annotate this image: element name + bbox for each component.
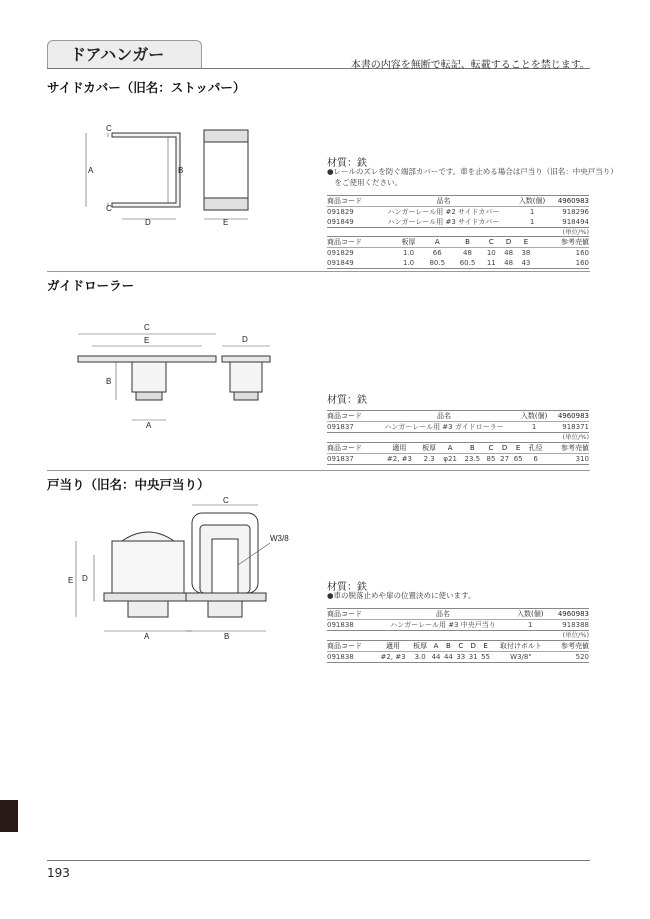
unit-label: (単位/%) bbox=[562, 433, 589, 441]
table-cell: 33 bbox=[456, 653, 466, 661]
chapter-tab bbox=[0, 800, 18, 832]
guide-roller-diagram bbox=[70, 318, 280, 433]
table-cell: 091849 bbox=[327, 218, 354, 226]
table-cell: 1.0 bbox=[402, 249, 415, 257]
table-cell: 918371 bbox=[562, 423, 589, 431]
col-header: 4960983 bbox=[557, 197, 589, 205]
dim-label-a: A bbox=[88, 166, 94, 175]
page-title: ドアハンガー bbox=[47, 40, 202, 68]
dim-label-c-top: C bbox=[106, 124, 112, 133]
dimension-table bbox=[327, 640, 589, 663]
table-cell: 44 bbox=[443, 653, 453, 661]
table-cell: 48 bbox=[504, 249, 514, 257]
col-header: 参考売値 bbox=[561, 238, 589, 246]
product-table bbox=[327, 410, 589, 433]
section-heading-side-cover: サイドカバー（旧名：ストッパー） bbox=[47, 80, 246, 95]
table-cell: 6 bbox=[533, 455, 538, 463]
table-cell: 31 bbox=[468, 653, 478, 661]
table-cell: ハンガーレール用 #3 ガイドローラー bbox=[384, 423, 504, 431]
dimension-table bbox=[327, 442, 589, 465]
col-header: 商品コード bbox=[327, 238, 362, 246]
col-header: A bbox=[434, 238, 440, 246]
table-cell: 091838 bbox=[327, 621, 354, 629]
col-header: 入数(個) bbox=[517, 610, 544, 618]
col-header: 商品コード bbox=[327, 444, 362, 452]
table-cell: 65 bbox=[513, 455, 523, 463]
table-cell: #2, #3 bbox=[380, 653, 406, 661]
table-cell: 1 bbox=[529, 208, 535, 216]
col-header: 板厚 bbox=[422, 444, 437, 452]
dim-label-d: D bbox=[242, 335, 248, 344]
unit-label: (単位/%) bbox=[562, 228, 589, 236]
section-divider bbox=[47, 271, 590, 272]
copyright-notice: 本書の内容を無断で転記、転載することを禁じます。 bbox=[350, 60, 590, 71]
dim-label-e: E bbox=[68, 576, 74, 585]
col-header: 入数(個) bbox=[520, 412, 548, 420]
product-table bbox=[327, 195, 589, 228]
col-header: D bbox=[505, 238, 512, 246]
col-header: A bbox=[447, 444, 453, 452]
dim-label-b: B bbox=[106, 377, 112, 386]
col-header: 商品コード bbox=[327, 642, 362, 650]
section-divider bbox=[47, 470, 590, 471]
dim-label-bolt: W3/8 bbox=[270, 534, 289, 543]
product-note bbox=[327, 590, 475, 601]
table-cell: 48 bbox=[463, 249, 472, 257]
material-label: 材質：鉄 bbox=[327, 395, 367, 406]
col-header: C bbox=[488, 238, 494, 246]
table-cell: 918296 bbox=[562, 208, 589, 216]
col-header: 参考売値 bbox=[561, 642, 589, 650]
table-cell: φ21 bbox=[443, 455, 457, 463]
side-cover-diagram bbox=[70, 115, 270, 235]
note-line: をご使用ください。 bbox=[327, 178, 402, 187]
col-header: C bbox=[458, 642, 464, 650]
table-cell: 918494 bbox=[562, 218, 589, 226]
col-header: 品名 bbox=[436, 412, 451, 420]
col-header: D bbox=[501, 444, 508, 452]
col-header: 入数(個) bbox=[518, 197, 546, 205]
table-cell: ハンガーレール用 #2 サイドカバー bbox=[387, 208, 500, 216]
dim-label-b: B bbox=[178, 166, 184, 175]
page-number: 193 bbox=[47, 866, 70, 880]
table-cell: 44 bbox=[431, 653, 441, 661]
table-cell: 43 bbox=[521, 259, 531, 267]
table-cell: 520 bbox=[575, 653, 589, 661]
col-header: B bbox=[469, 444, 475, 452]
table-cell: 27 bbox=[500, 455, 510, 463]
col-header: C bbox=[488, 444, 494, 452]
dim-label-c: C bbox=[223, 496, 229, 505]
material-label: 材質：鉄 bbox=[327, 158, 367, 169]
table-cell: 310 bbox=[575, 455, 589, 463]
col-header: B bbox=[446, 642, 451, 650]
col-header: 板厚 bbox=[401, 238, 416, 246]
table-cell: 160 bbox=[575, 249, 589, 257]
col-header: 商品コード bbox=[327, 412, 362, 420]
col-header: A bbox=[433, 642, 439, 650]
table-cell: 60.5 bbox=[459, 259, 476, 267]
col-header: 適用 bbox=[386, 642, 400, 650]
table-cell: 11 bbox=[486, 259, 496, 267]
table-cell: 1 bbox=[528, 621, 533, 629]
table-cell: 091837 bbox=[327, 455, 354, 463]
col-header: 参考売値 bbox=[561, 444, 589, 452]
table-cell: 2.3 bbox=[423, 455, 435, 463]
table-cell: 091829 bbox=[327, 208, 354, 216]
table-cell: 091849 bbox=[327, 259, 354, 267]
dim-label-e: E bbox=[144, 336, 150, 345]
col-header: E bbox=[483, 642, 488, 650]
table-cell: W3/8" bbox=[510, 653, 532, 661]
product-table bbox=[327, 608, 589, 631]
table-cell: 38 bbox=[521, 249, 531, 257]
col-header: 板厚 bbox=[413, 642, 428, 650]
dim-label-a: A bbox=[144, 632, 150, 641]
note-line: ●レールのズレを防ぐ端部カバーです。車を止める場合は戸当り（旧名：中央戸当り） bbox=[327, 167, 618, 176]
product-note bbox=[327, 166, 618, 188]
col-header: 品名 bbox=[436, 610, 450, 618]
table-cell: 1 bbox=[531, 423, 537, 431]
col-header: D bbox=[470, 642, 476, 650]
material-label: 材質：鉄 bbox=[327, 582, 367, 593]
unit-label: (単位/%) bbox=[562, 631, 589, 639]
dim-label-d: D bbox=[145, 218, 151, 227]
dim-label-c: C bbox=[144, 323, 150, 332]
col-header: 4960983 bbox=[557, 610, 589, 618]
col-header: 4960983 bbox=[557, 412, 589, 420]
col-header: 品名 bbox=[436, 197, 451, 205]
table-cell: 091829 bbox=[327, 249, 354, 257]
col-header: E bbox=[515, 444, 521, 452]
col-header: 孔径 bbox=[528, 444, 543, 452]
table-cell: 80.5 bbox=[429, 259, 446, 267]
table-cell: 23.5 bbox=[464, 455, 481, 463]
table-cell: 10 bbox=[486, 249, 496, 257]
table-cell: 160 bbox=[575, 259, 589, 267]
table-cell: 3.0 bbox=[414, 653, 426, 661]
table-cell: 1.0 bbox=[402, 259, 415, 267]
door-stop-diagram bbox=[60, 495, 300, 645]
dimension-table bbox=[327, 236, 589, 269]
table-cell: 85 bbox=[486, 455, 496, 463]
table-cell: 66 bbox=[432, 249, 442, 257]
dim-label-e: E bbox=[223, 218, 229, 227]
col-header: 商品コード bbox=[327, 197, 362, 205]
col-header: 適用 bbox=[392, 444, 407, 452]
table-cell: #2, #3 bbox=[386, 455, 412, 463]
dim-label-b: B bbox=[224, 632, 230, 641]
section-heading-guide-roller: ガイドローラー bbox=[47, 278, 135, 293]
table-cell: ハンガーレール用 #3 中央戸当り bbox=[390, 621, 496, 629]
dim-label-d: D bbox=[82, 574, 88, 583]
section-heading-door-stop: 戸当り（旧名：中央戸当り） bbox=[47, 477, 210, 492]
table-cell: 1 bbox=[529, 218, 535, 226]
col-header: B bbox=[465, 238, 470, 246]
dim-label-c-bottom: C bbox=[106, 204, 112, 213]
table-cell: 918388 bbox=[562, 621, 589, 629]
table-cell: 55 bbox=[481, 653, 490, 661]
col-header: 商品コード bbox=[327, 610, 362, 618]
dim-label-a: A bbox=[146, 421, 152, 430]
note-line: ●車の脱落止めや扉の位置決めに使います。 bbox=[327, 591, 476, 600]
table-cell: 48 bbox=[504, 259, 514, 267]
footer-divider bbox=[47, 860, 590, 861]
col-header: 取付けボルト bbox=[499, 642, 542, 650]
table-cell: 091837 bbox=[327, 423, 354, 431]
col-header: E bbox=[523, 238, 529, 246]
table-cell: 091838 bbox=[327, 653, 354, 661]
table-cell: ハンガーレール用 #3 サイドカバー bbox=[387, 218, 500, 226]
